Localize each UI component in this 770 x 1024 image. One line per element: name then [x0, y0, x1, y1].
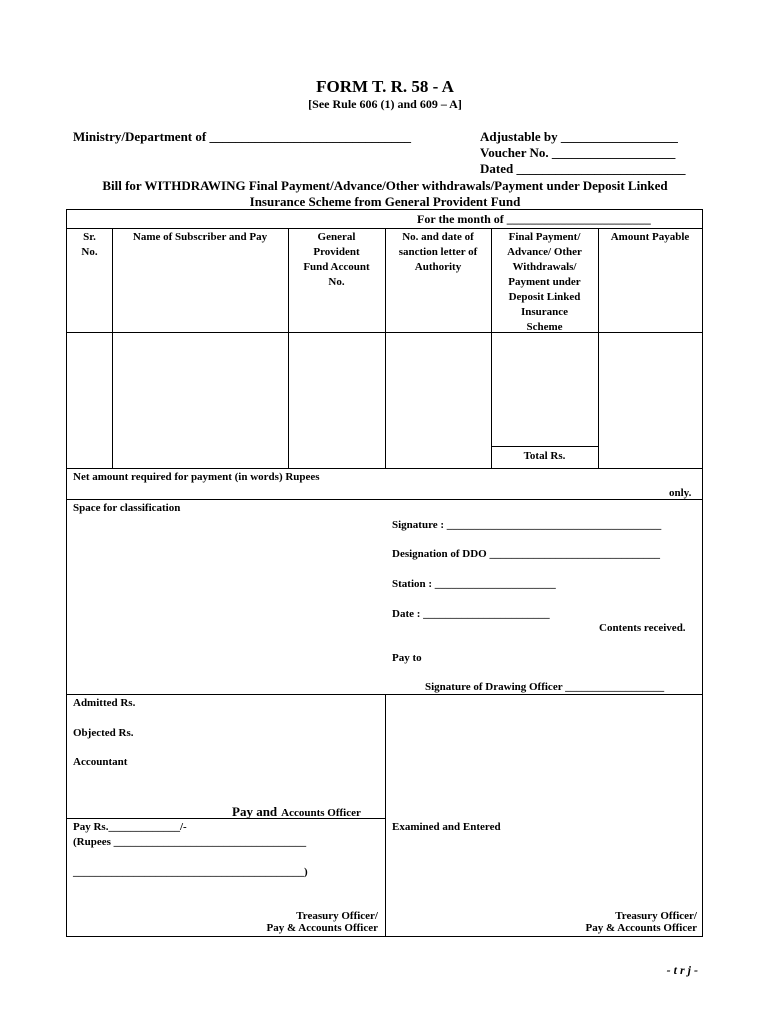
treasury-officer-right-line: Pay & Accounts Officer	[585, 922, 697, 934]
col-head-final-line: Deposit Linked	[508, 291, 581, 303]
net-amount-label: Net amount required for payment (in words) Rupees	[73, 471, 320, 483]
col-head-final-line: Withdrawals/	[512, 261, 577, 273]
col-head-final-line: Payment under	[508, 276, 581, 288]
net-amount-only: only.	[669, 487, 692, 499]
rupees-close-field: __________________________________________)	[73, 866, 308, 878]
accountant-label: Accountant	[73, 756, 128, 768]
treasury-officer-left	[267, 910, 379, 934]
rupees-field: (Rupees ___________________________________	[73, 836, 307, 848]
objected-label: Objected Rs.	[73, 727, 134, 739]
designation-ddo-field: Designation of DDO _______________________________	[392, 548, 660, 560]
classification-label: Space for classification	[73, 502, 181, 514]
bill-description-line2: Insurance Scheme from General Provident Fund	[249, 194, 521, 209]
page-footer: - t r j -	[666, 963, 698, 977]
adjustable-by-field: Adjustable by __________________	[480, 129, 678, 144]
col-head-gpf-line: Fund Account	[303, 261, 370, 273]
col-head-sr-line: Sr.	[83, 231, 96, 243]
col-head-sanction-line: sanction letter of	[398, 246, 478, 258]
col-head-final-line: Scheme	[526, 321, 563, 333]
drawing-officer-signature: Signature of Drawing Officer __________________	[425, 681, 665, 693]
divider	[385, 694, 386, 936]
col-head-sanction-line: Authority	[414, 261, 462, 273]
col-head-final-line: Final Payment/	[508, 231, 581, 243]
month-field: For the month of ________________________	[417, 212, 651, 226]
pay-rs-field: Pay Rs._____________/-	[73, 821, 187, 833]
signature-field: Signature : _______________________________________	[392, 519, 662, 531]
bill-table	[66, 209, 703, 937]
date-field: Date : _______________________	[392, 608, 550, 620]
admitted-label: Admitted Rs.	[73, 697, 136, 709]
form-title: FORM T. R. 58 - A	[316, 77, 454, 96]
col-head-final-line: Insurance	[520, 306, 569, 318]
col-head-gpf-line: General	[317, 231, 356, 243]
divider	[491, 446, 598, 447]
col-head-final-line: Advance/ Other	[507, 246, 582, 258]
divider	[67, 468, 702, 469]
divider	[112, 228, 113, 468]
col-head-gpf	[288, 230, 385, 290]
pao-label-small: Accounts Officer	[281, 807, 361, 819]
col-head-amount: Amount Payable	[610, 231, 690, 243]
ministry-field: Ministry/Department of _______________________________	[73, 129, 411, 144]
col-head-sr-line: No.	[81, 246, 98, 258]
treasury-officer-left-line: Pay & Accounts Officer	[266, 922, 378, 934]
examined-entered-label: Examined and Entered	[392, 821, 501, 833]
col-head-gpf-line: No.	[328, 276, 345, 288]
col-head-name: Name of Subscriber and Pay	[132, 231, 268, 243]
contents-received: Contents received.	[599, 622, 686, 634]
total-label: Total Rs.	[523, 450, 566, 462]
bill-description-line1: Bill for WITHDRAWING Final Payment/Advance/Other withdrawals/Payment under Deposit Linked	[102, 178, 668, 193]
col-head-sanction-line: No. and date of	[402, 231, 474, 243]
col-head-sanction	[385, 230, 491, 275]
dated-field: Dated __________________________	[480, 161, 686, 176]
divider	[598, 228, 599, 468]
pao-label-big: Pay and	[232, 804, 278, 819]
divider	[67, 499, 702, 500]
col-head-gpf-line: Provident	[313, 246, 360, 258]
treasury-officer-left-line: Treasury Officer/	[296, 910, 378, 922]
form-subtitle: [See Rule 606 (1) and 609 – A]	[308, 97, 462, 111]
treasury-officer-right	[586, 910, 698, 934]
station-field: Station : ______________________	[392, 578, 556, 590]
pay-to-label: Pay to	[392, 652, 422, 664]
col-head-final-payment	[491, 230, 598, 335]
divider	[67, 818, 385, 819]
col-head-sr	[67, 230, 112, 260]
voucher-no-field: Voucher No. ___________________	[480, 145, 676, 160]
divider	[67, 332, 702, 333]
treasury-officer-right-line: Treasury Officer/	[615, 910, 697, 922]
